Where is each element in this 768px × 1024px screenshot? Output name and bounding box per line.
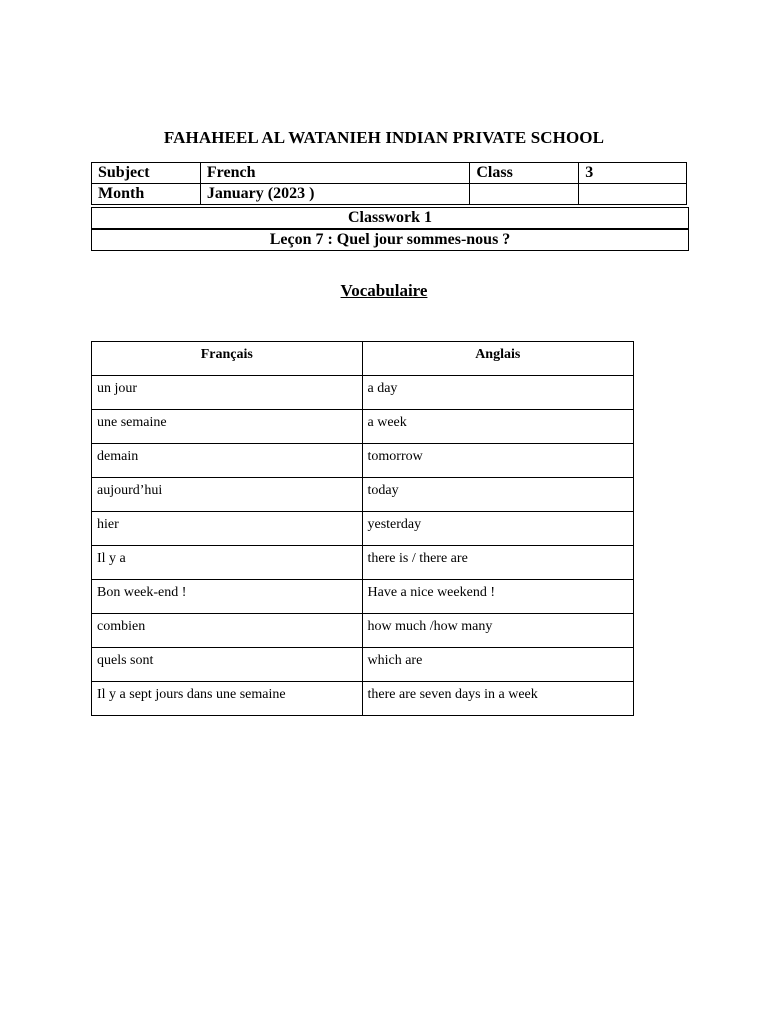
english-term: which are [362,648,634,682]
french-term: aujourd’hui [92,478,363,512]
empty-cell [470,184,579,205]
table-row [92,512,634,546]
empty-cell [579,184,687,205]
french-term: combien [92,614,363,648]
english-term: a week [362,410,634,444]
english-term: there is / there are [362,546,634,580]
lesson-title: Leçon 7 : Quel jour sommes-nous ? [91,229,689,251]
english-term: today [362,478,634,512]
school-name: FAHAHEEL AL WATANIEH INDIAN PRIVATE SCHOOL [163,128,605,147]
english-term: how much /how many [362,614,634,648]
english-term: Have a nice weekend ! [362,580,634,614]
table-row [92,580,634,614]
french-term: une semaine [92,410,363,444]
table-row [92,648,634,682]
english-term: a day [362,376,634,410]
table-row [92,682,634,716]
french-term: un jour [92,376,363,410]
info-row-month [92,184,687,205]
table-row [92,444,634,478]
english-term: yesterday [362,512,634,546]
french-term: Il y a [92,546,363,580]
french-term: quels sont [92,648,363,682]
subject-label: Subject [92,163,201,184]
column-header-francais: Français [92,342,363,376]
column-header-anglais: Anglais [362,342,634,376]
month-label: Month [92,184,201,205]
table-row [92,546,634,580]
month-value: January (2023 ) [200,184,469,205]
french-term: Il y a sept jours dans une semaine [92,682,363,716]
table-row [92,614,634,648]
table-row [92,478,634,512]
info-row-subject [92,163,687,184]
french-term: hier [92,512,363,546]
table-row [92,410,634,444]
class-value: 3 [579,163,687,184]
english-term: tomorrow [362,444,634,478]
french-term: demain [92,444,363,478]
table-row [92,376,634,410]
classwork-title: Classwork 1 [91,207,689,229]
vocabulary-heading: Vocabulaire [340,281,428,300]
french-term: Bon week-end ! [92,580,363,614]
vocabulary-table [91,341,634,716]
subject-value: French [200,163,469,184]
english-term: there are seven days in a week [362,682,634,716]
vocabulary-header-row [92,342,634,376]
info-table [91,162,687,205]
class-label: Class [470,163,579,184]
